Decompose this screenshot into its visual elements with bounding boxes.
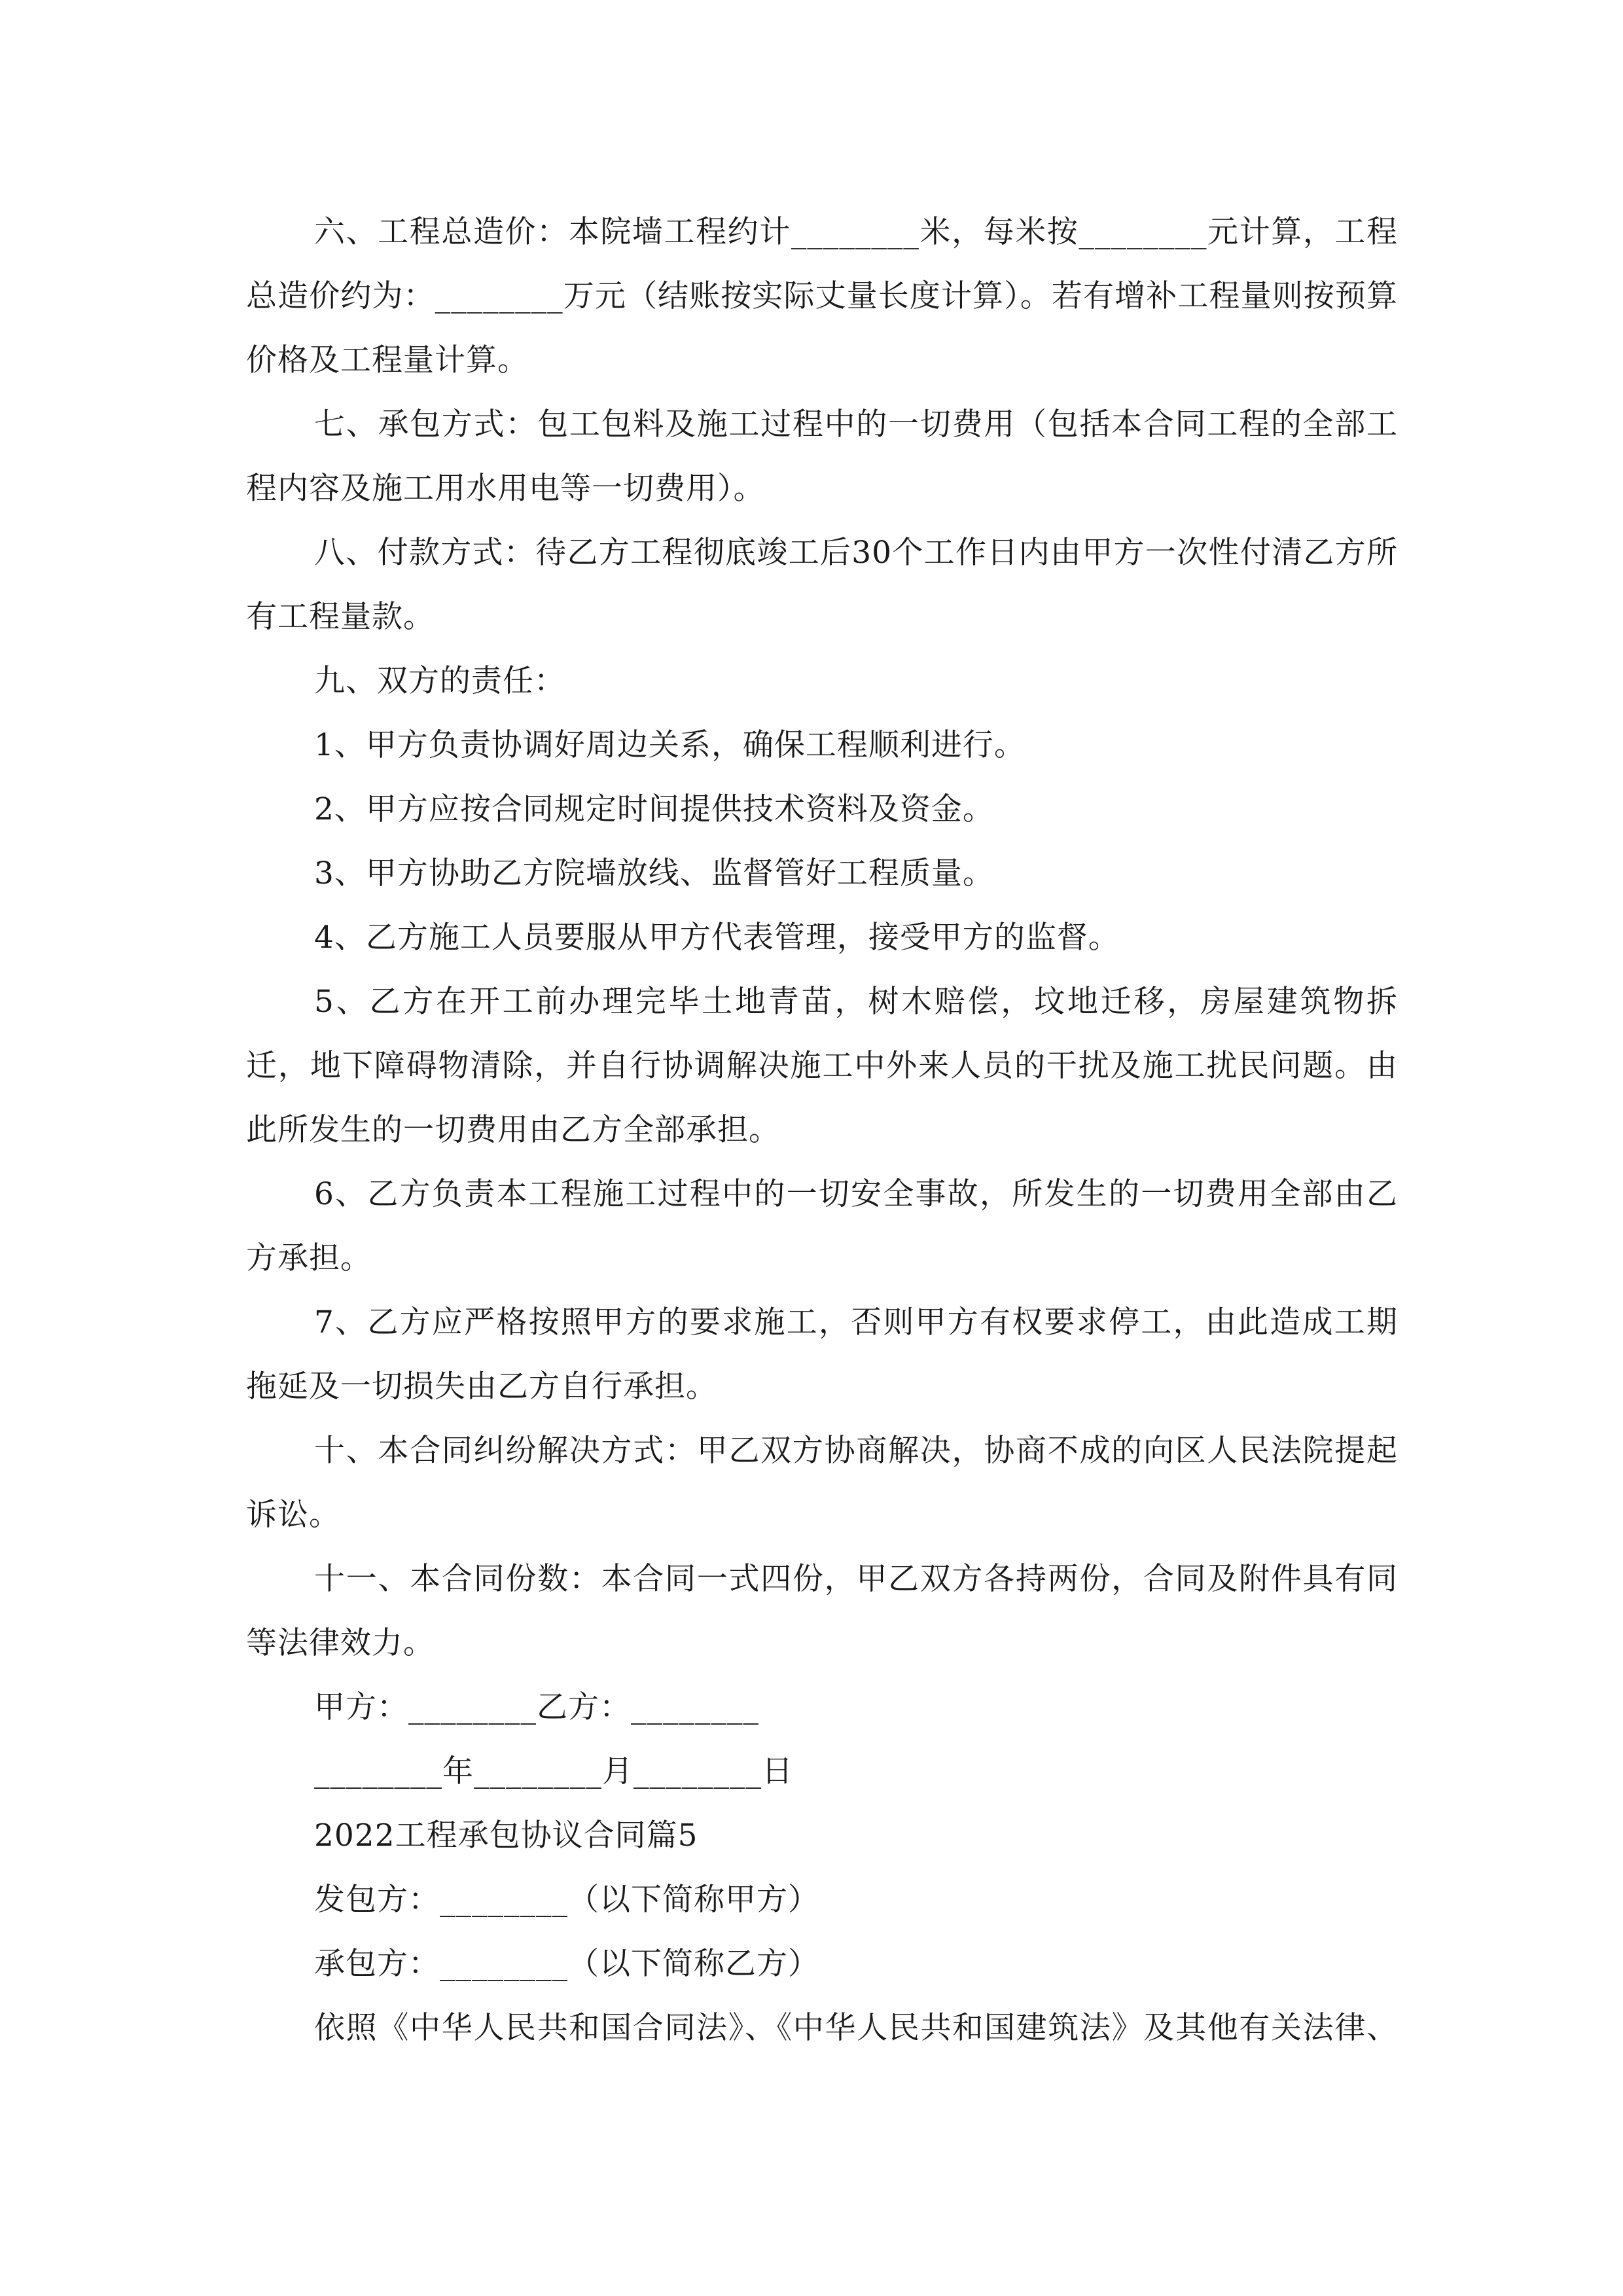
responsibility-item-7: 7、乙方应严格按照甲方的要求施工，否则甲方有权要求停工，由此造成工期拖延及一切损失由乙方自行承担。 [246, 1304, 1398, 1405]
date-line: ________年________月________日 [314, 1753, 793, 1789]
signature-line: 甲方：________乙方：________ [314, 1689, 759, 1725]
responsibility-item-1: 1、甲方负责协调好周边关系，确保工程顺利进行。 [314, 727, 1026, 763]
clause-copies: 十一、本合同份数：本合同一式四份，甲乙双方各持两份，合同及附件具有同等法律效力。 [246, 1561, 1398, 1661]
contractor-line: 承包方：________（以下简称乙方） [314, 1946, 819, 1982]
responsibility-item-4: 4、乙方施工人员要服从甲方代表管理，接受甲方的监督。 [314, 920, 1120, 956]
responsibility-item-2: 2、甲方应按合同规定时间提供技术资料及资金。 [314, 791, 994, 827]
employer-line: 发包方：________（以下简称甲方） [314, 1882, 819, 1918]
next-contract-title: 2022工程承包协议合同篇5 [314, 1818, 698, 1854]
clause-dispute-resolution: 十、本合同纠纷解决方式：甲乙双方协商解决，协商不成的向区人民法院提起诉讼。 [246, 1433, 1398, 1533]
clause-contract-method: 七、承包方式：包工包料及施工过程中的一切费用（包括本合同工程的全部工程内容及施工用水用电等一切费用）。 [246, 406, 1398, 507]
clause-total-cost: 六、工程总造价：本院墙工程约计________米，每米按________元计算，工程总造价约为：________万元（结账按实际丈量长度计算）。若有增补工程量则按预算价格及工程量计算。 [246, 214, 1398, 378]
legal-basis-line: 依照《中华人民共和国合同法》、《中华人民共和国建筑法》及其他有关法律、 [314, 2010, 1398, 2046]
document-body [246, 200, 1398, 2060]
clause-responsibilities-heading: 九、双方的责任： [314, 663, 565, 699]
clause-payment-method: 八、付款方式：待乙方工程彻底竣工后30个工作日内由甲方一次性付清乙方所有工程量款。 [246, 535, 1398, 635]
responsibility-item-6: 6、乙方负责本工程施工过程中的一切安全事故，所发生的一切费用全部由乙方承担。 [246, 1176, 1398, 1276]
responsibility-item-3: 3、甲方协助乙方院墙放线、监督管好工程质量。 [314, 855, 994, 891]
responsibility-item-5: 5、乙方在开工前办理完毕土地青苗，树木赔偿，坟地迁移，房屋建筑物拆迁，地下障碍物清除，并自行协调解决施工中外来人员的干扰及施工扰民问题。由此所发生的一切费用由乙方全部承担。 [246, 984, 1398, 1148]
